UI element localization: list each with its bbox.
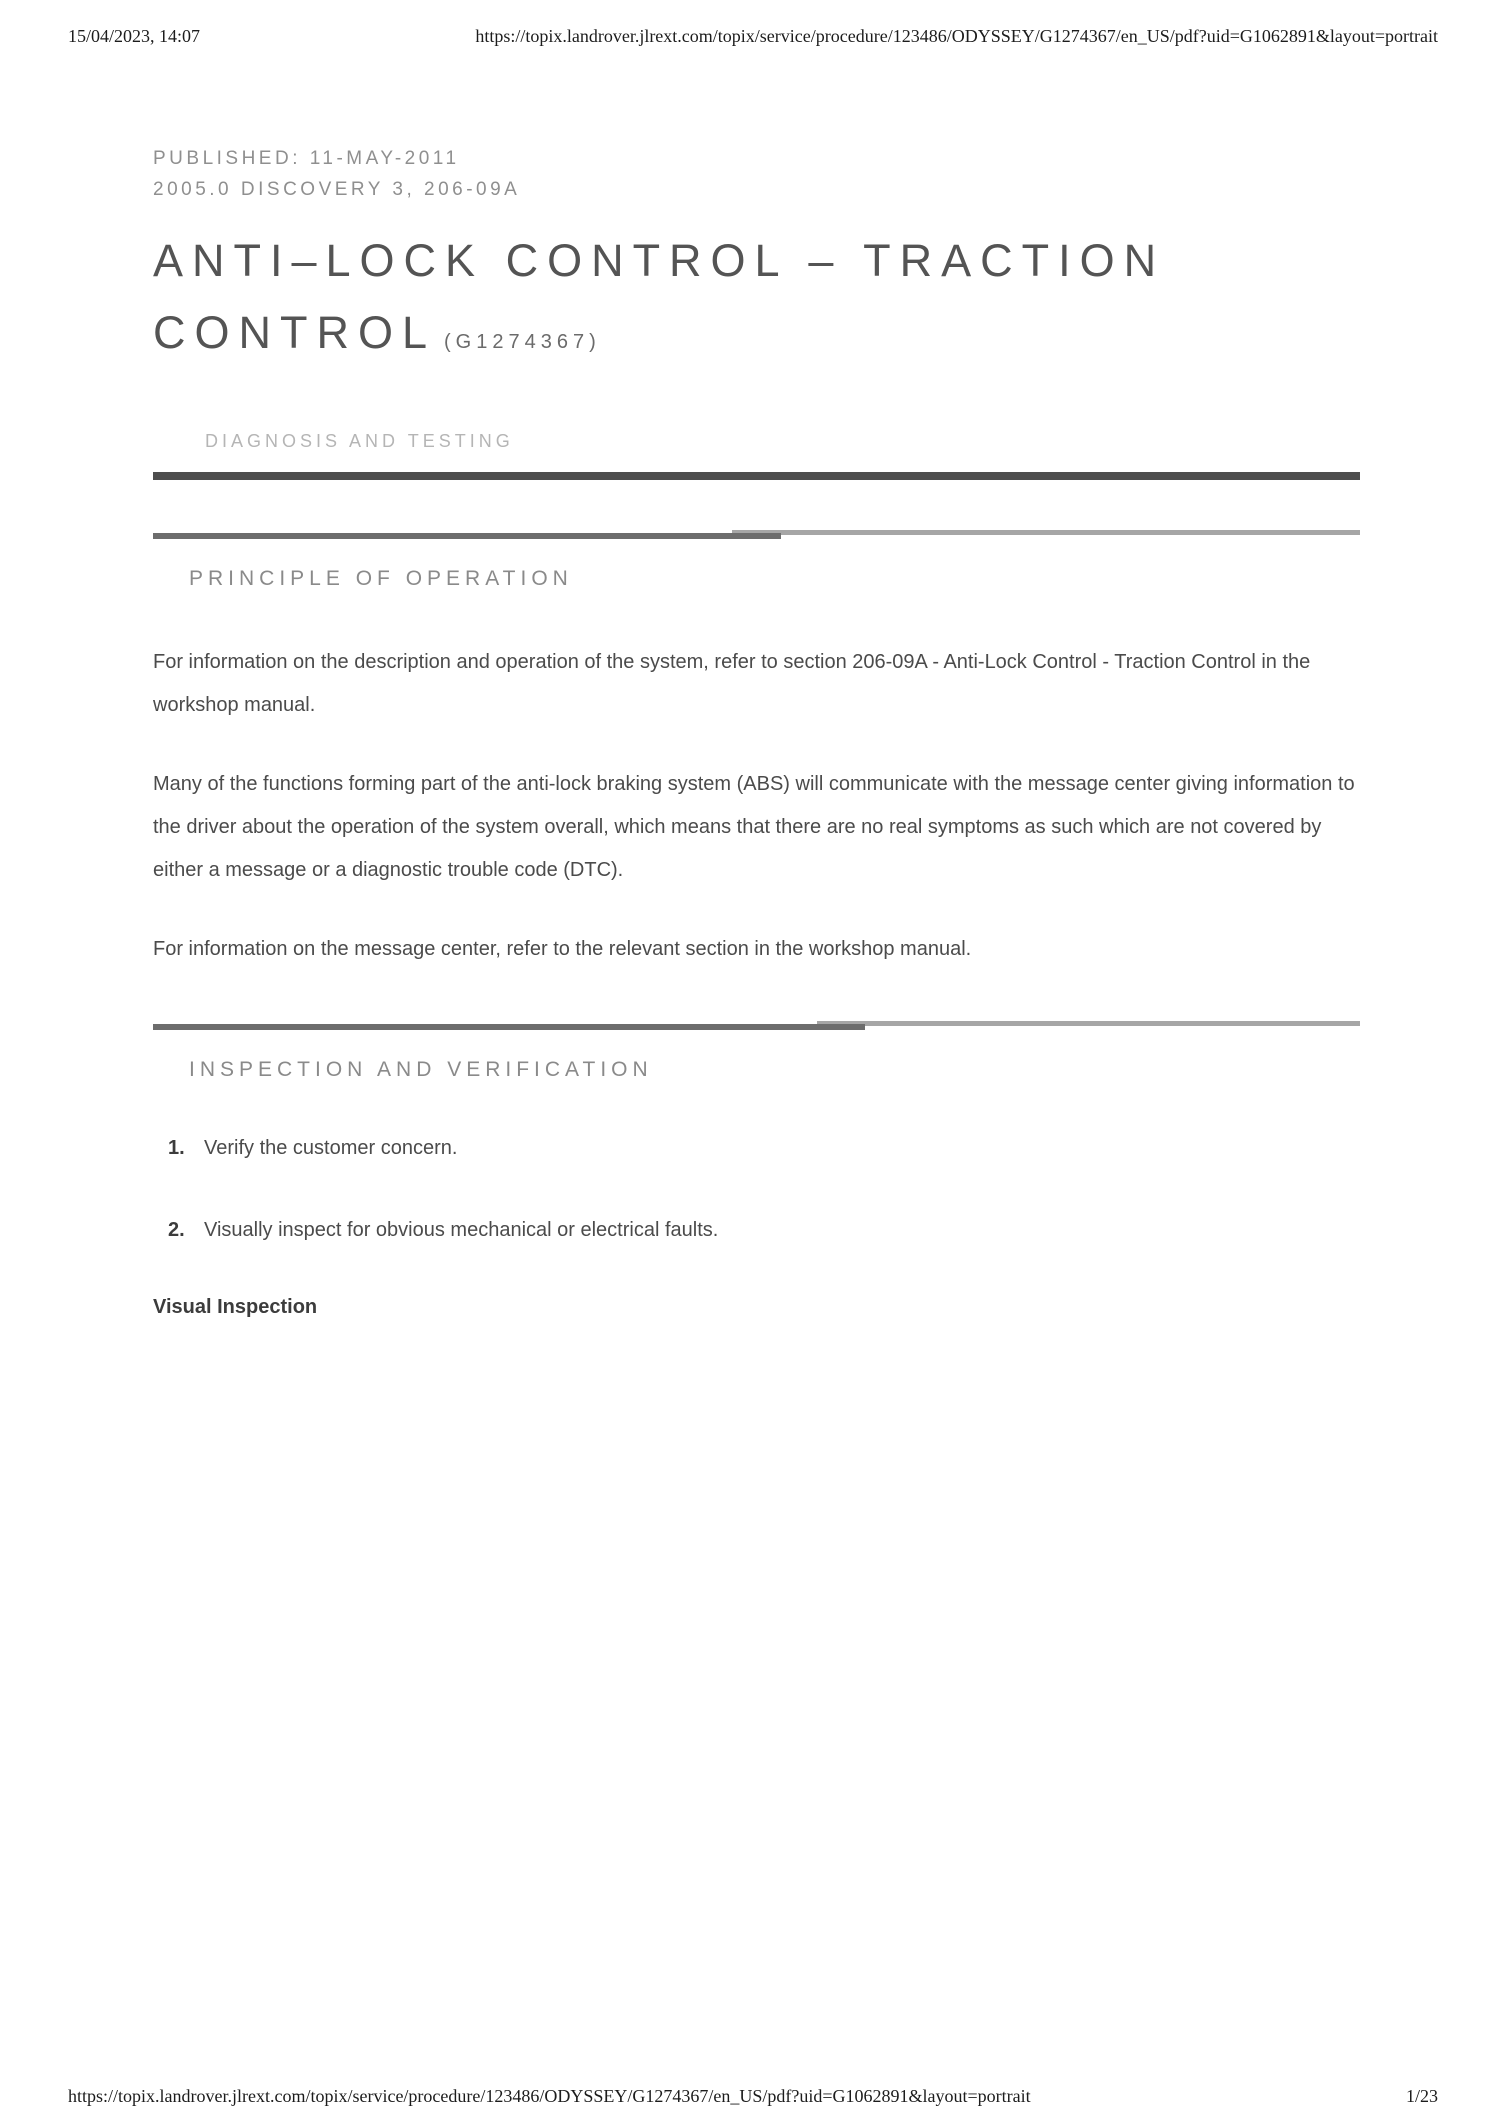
- section-principle-of-operation: [153, 530, 1360, 971]
- step-number: 2.: [168, 1219, 185, 1241]
- document-title-text: ANTI–LOCK CONTROL – TRACTION CONTROL: [153, 235, 1166, 358]
- step-number: 1.: [168, 1137, 185, 1159]
- section-heading-inspection: INSPECTION AND VERIFICATION: [189, 1058, 653, 1081]
- section-inspection-and-verification: [153, 1021, 1360, 1319]
- step-text: Visually inspect for obvious mechanical or electrical faults.: [204, 1219, 719, 1241]
- print-footer-page-indicator: 1/23: [1405, 2086, 1438, 2106]
- published-line: PUBLISHED: 11-MAY-2011: [153, 148, 460, 169]
- divider-light-segment: [817, 1021, 1360, 1026]
- print-footer-url: https://topix.landrover.jlrext.com/topix/service/procedure/123486/ODYSSEY/G1274367/en_US/pdf?uid=G1062891&layout=portrait: [68, 2086, 1031, 2106]
- numbered-step: [153, 1132, 1360, 1164]
- divider-two-tone: [153, 530, 1360, 539]
- category-label: DIAGNOSIS AND TESTING: [205, 431, 514, 451]
- divider-light-segment: [732, 530, 1360, 535]
- paragraph: Many of the functions forming part of the anti-lock braking system (ABS) will communicate with the message center giving information to the driver about the operation of the system overall, which means that there are no real symptoms as such which are not covered by either a message or a diagnostic trouble code (DTC).: [153, 773, 1355, 881]
- divider-dark-segment: [153, 533, 781, 539]
- divider-dark-segment: [153, 1024, 865, 1030]
- divider-solid: [153, 472, 1360, 480]
- print-header-url: https://topix.landrover.jlrext.com/topix/service/procedure/123486/ODYSSEY/G1274367/en_US/pdf?uid=G1062891&layout=portrait: [475, 26, 1438, 46]
- divider-two-tone: [153, 1021, 1360, 1030]
- print-footer: [68, 2086, 1438, 2107]
- section-heading-principle: PRINCIPLE OF OPERATION: [189, 567, 573, 590]
- paragraph: For information on the description and operation of the system, refer to section 206-09A - Anti-Lock Control - Traction Control in the workshop manual.: [153, 651, 1311, 716]
- print-header-datetime: 15/04/2023, 14:07: [68, 26, 201, 46]
- pdf-document-page: [153, 0, 1360, 1319]
- visual-inspection-subheading: Visual Inspection: [153, 1296, 318, 1318]
- step-text: Verify the customer concern.: [204, 1137, 458, 1159]
- numbered-step: [153, 1214, 1360, 1246]
- paragraph: For information on the message center, refer to the relevant section in the workshop manual.: [153, 938, 972, 960]
- document-title: [153, 225, 1360, 369]
- document-title-code: (G1274367): [444, 331, 601, 353]
- model-section-line: 2005.0 DISCOVERY 3, 206-09A: [153, 179, 521, 200]
